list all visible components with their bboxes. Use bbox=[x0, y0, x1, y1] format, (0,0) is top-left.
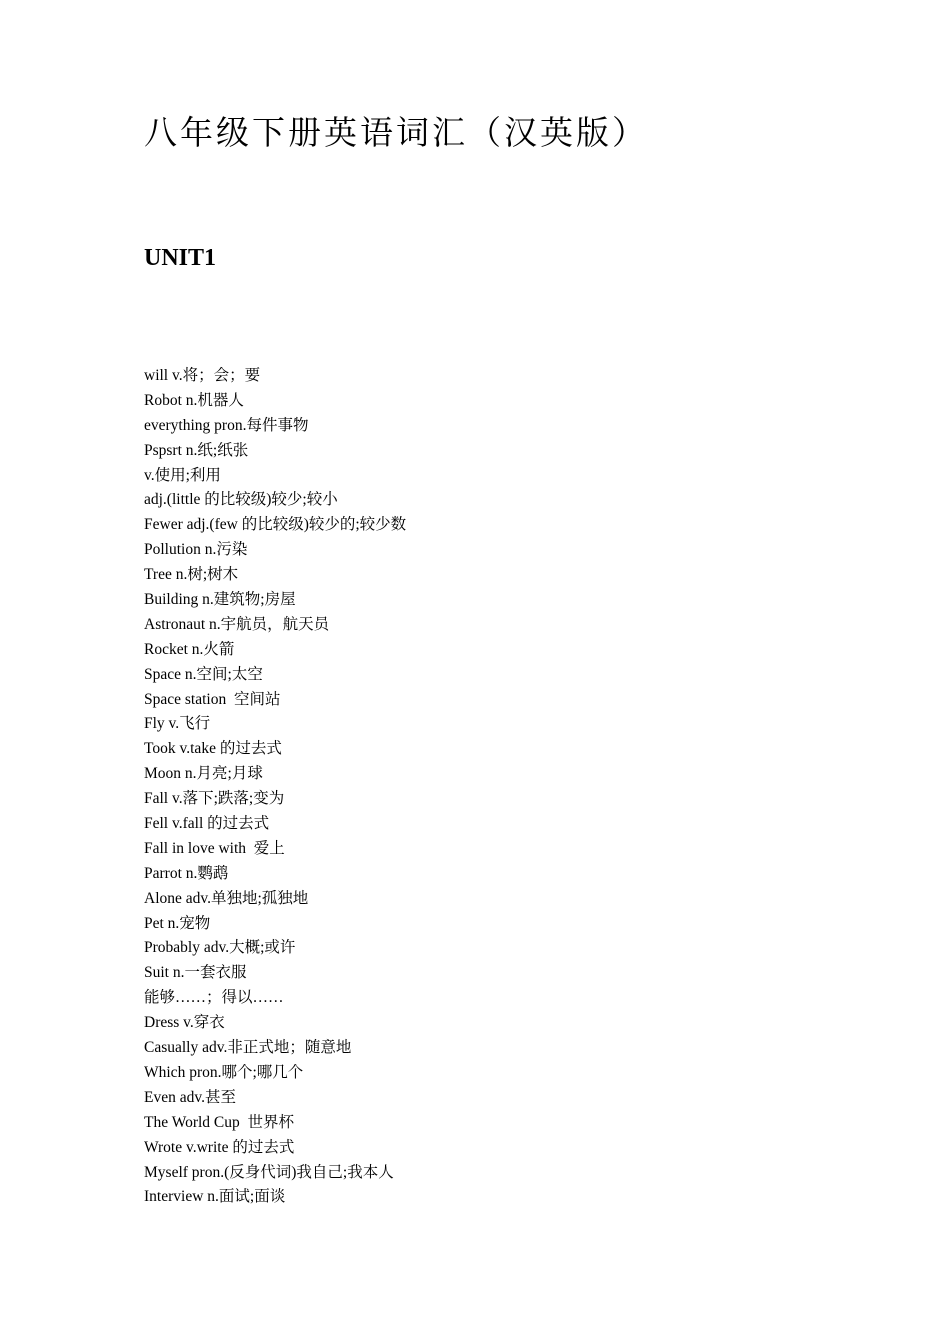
vocab-entry: everything pron.每件事物 bbox=[144, 416, 309, 434]
vocab-entry: Myself pron.(反身代词)我自己;我本人 bbox=[144, 1163, 394, 1181]
vocab-entry: Interview n.面试;面谈 bbox=[144, 1188, 286, 1206]
vocab-entry: Dress v.穿衣 bbox=[144, 1014, 225, 1032]
vocabulary-list bbox=[144, 364, 406, 1210]
vocab-entry: Tree n.树;树木 bbox=[144, 566, 239, 584]
vocab-entry: Moon n.月亮;月球 bbox=[144, 765, 263, 783]
vocab-entry: Fall v.落下;跌落;变为 bbox=[144, 790, 285, 808]
vocab-entry: Space n.空间;太空 bbox=[144, 665, 263, 683]
vocab-entry: Probably adv.大概;或许 bbox=[144, 939, 296, 957]
vocab-entry: Even adv.甚至 bbox=[144, 1088, 236, 1106]
document-title: 八年级下册英语词汇（汉英版） bbox=[144, 113, 648, 152]
vocab-entry: adj.(little 的比较级)较少;较小 bbox=[144, 491, 338, 509]
vocab-entry: Building n.建筑物;房屋 bbox=[144, 591, 296, 609]
vocab-entry: Fly v.飞行 bbox=[144, 715, 211, 733]
vocab-entry: Casually adv.非正式地；随意地 bbox=[144, 1039, 352, 1057]
vocab-entry: Rocket n.火箭 bbox=[144, 640, 235, 658]
vocab-entry: v.使用;利用 bbox=[144, 466, 221, 484]
vocab-entry: Robot n.机器人 bbox=[144, 391, 244, 409]
vocab-entry: Which pron.哪个;哪几个 bbox=[144, 1063, 304, 1081]
vocab-entry: Suit n.一套衣服 bbox=[144, 964, 247, 982]
vocab-entry: Alone adv.单独地;孤独地 bbox=[144, 889, 309, 907]
vocab-entry: Pollution n.污染 bbox=[144, 541, 248, 559]
vocab-entry: Took v.take 的过去式 bbox=[144, 740, 282, 758]
vocab-entry: Fall in love with 爱上 bbox=[144, 839, 285, 857]
vocab-entry: Parrot n.鹦鹉 bbox=[144, 864, 229, 882]
vocab-entry: will v.将；会；要 bbox=[144, 367, 261, 384]
vocab-entry: 能够……；得以…… bbox=[144, 989, 284, 1007]
vocab-entry: Fell v.fall 的过去式 bbox=[144, 815, 270, 833]
vocab-entry: The World Cup 世界杯 bbox=[144, 1113, 295, 1131]
vocab-entry: Wrote v.write 的过去式 bbox=[144, 1138, 295, 1156]
vocab-entry: Pet n.宠物 bbox=[144, 914, 211, 932]
vocab-entry: Fewer adj.(few 的比较级)较少的;较少数 bbox=[144, 516, 407, 534]
vocab-entry: Pspsrt n.纸;纸张 bbox=[144, 441, 249, 459]
unit-heading: UNIT1 bbox=[144, 245, 217, 271]
vocab-entry: Space station 空间站 bbox=[144, 690, 281, 708]
vocab-entry: Astronaut n.宇航员，航天员 bbox=[144, 615, 330, 633]
